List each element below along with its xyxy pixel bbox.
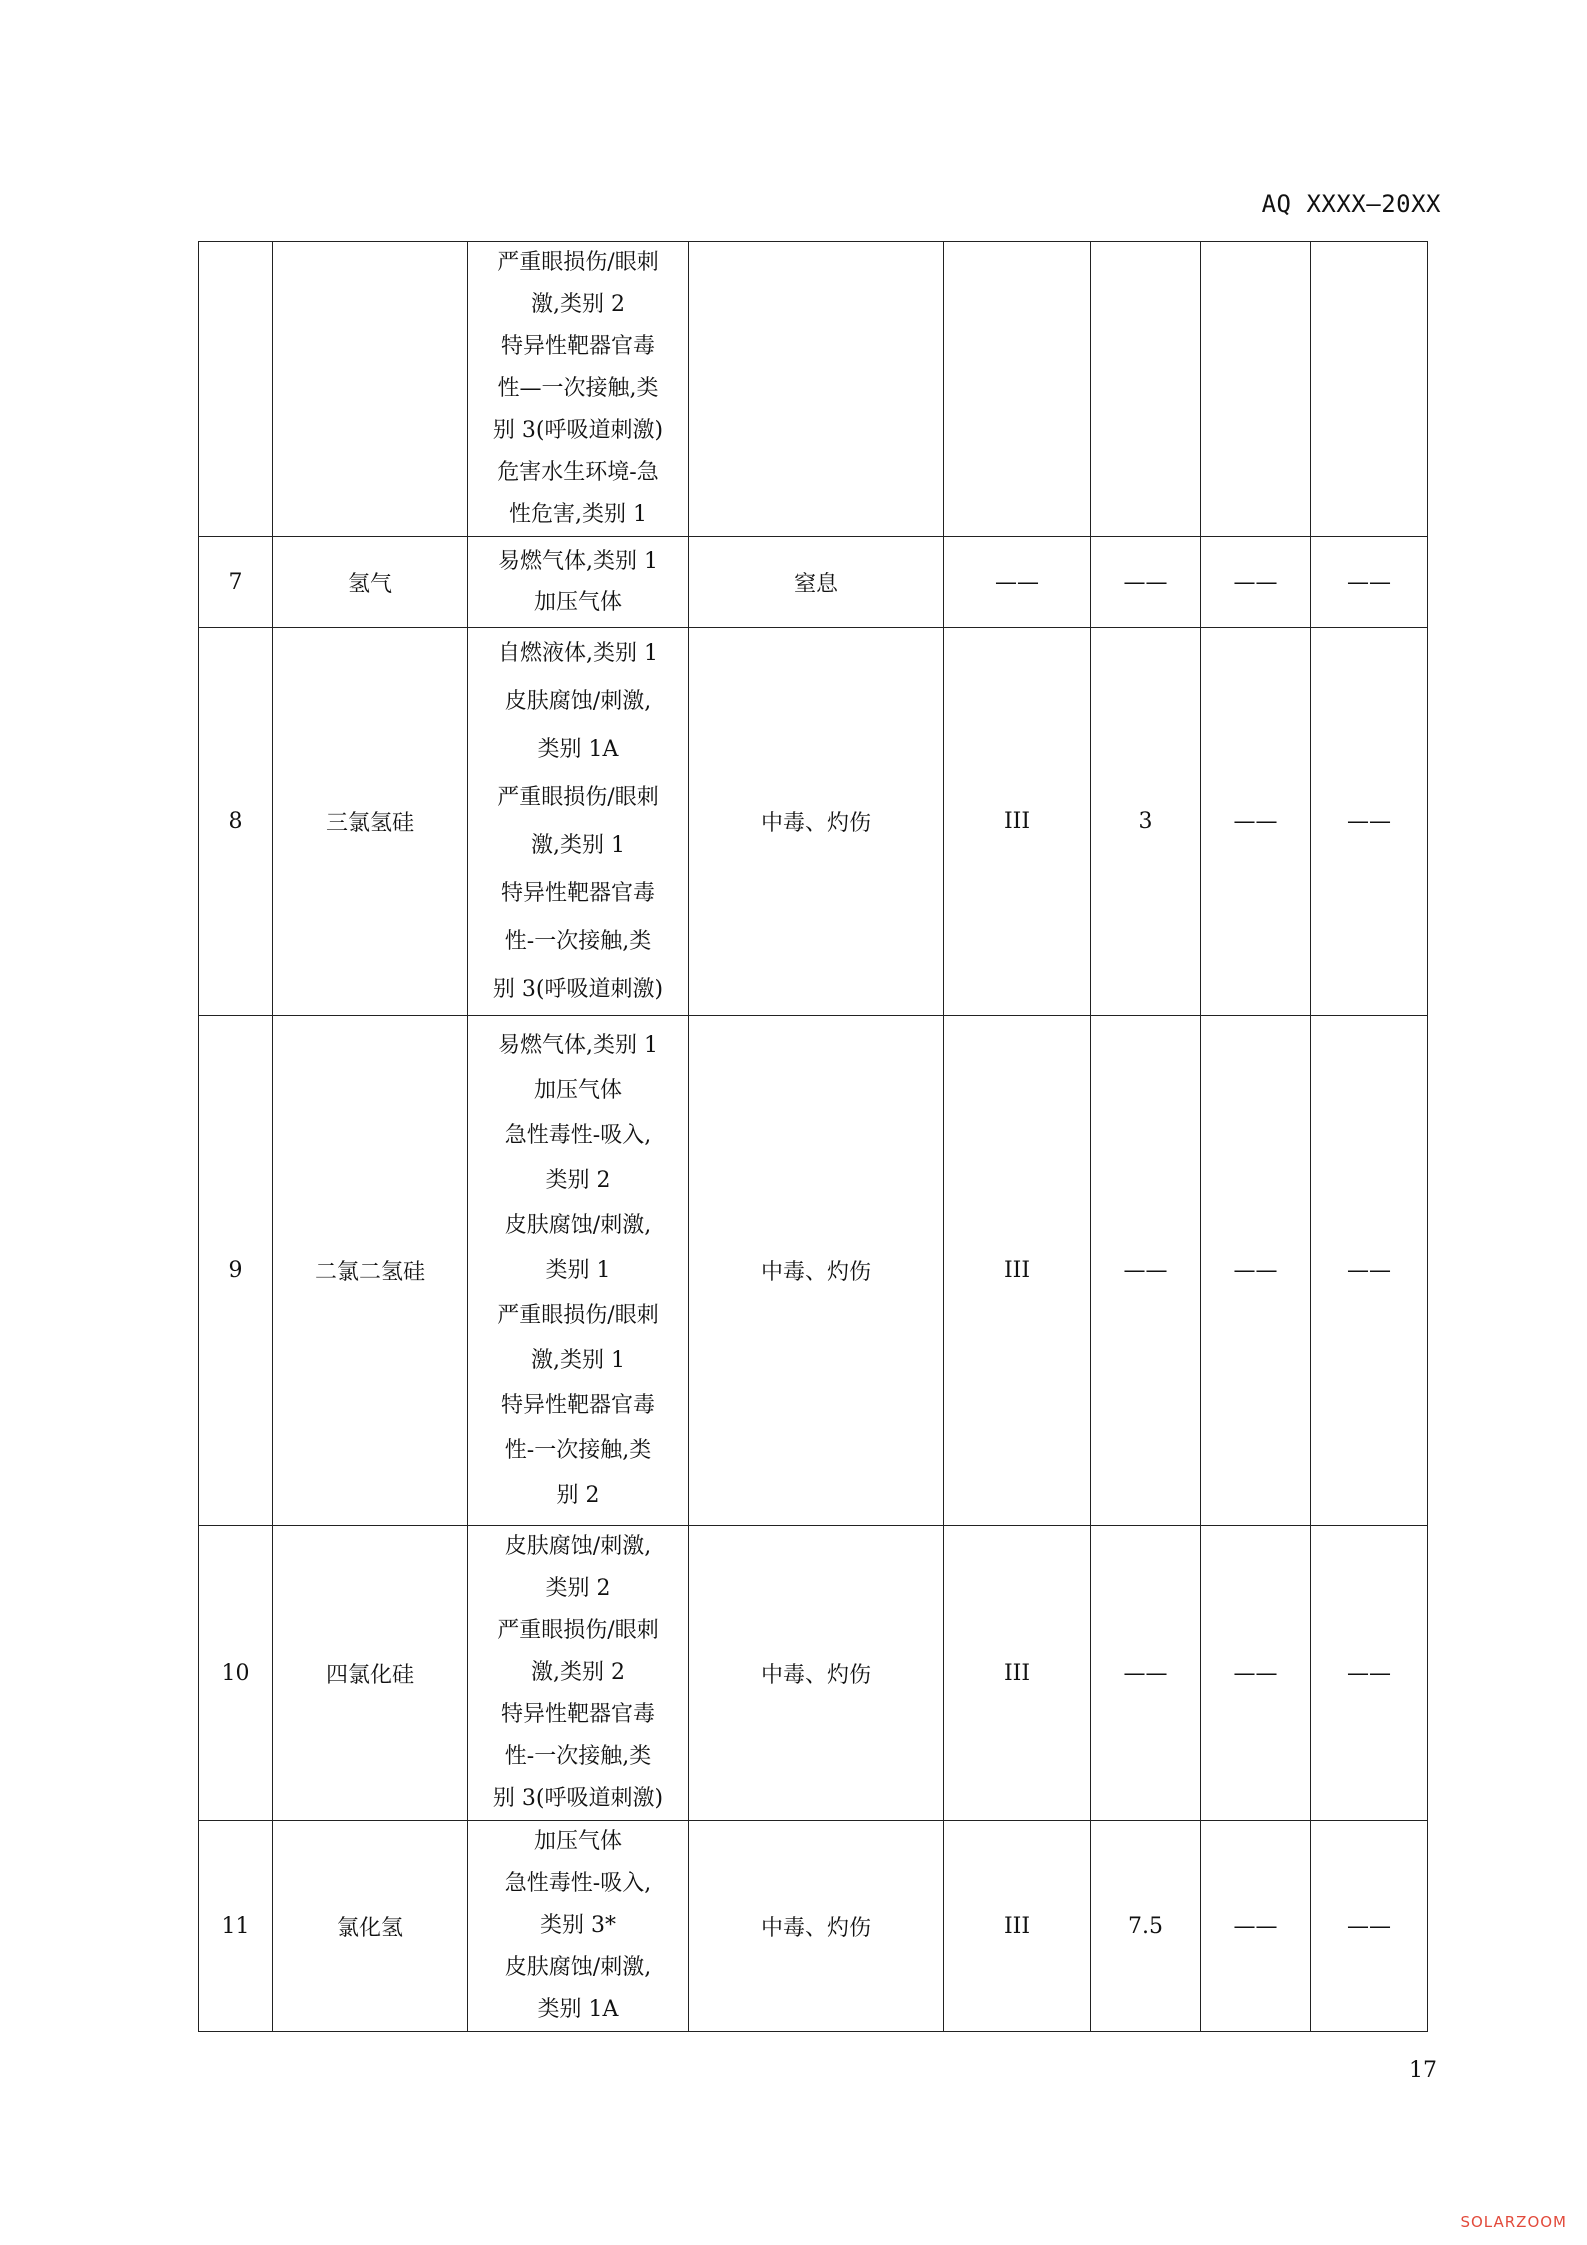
accident-type: 窒息 <box>689 537 944 628</box>
hazard-line: 类别 2 <box>545 1576 611 1601</box>
substance-name: 三氯氢硅 <box>273 628 468 1016</box>
substance-name: 二氯二氢硅 <box>273 1016 468 1526</box>
hazard-line: 皮肤腐蚀/刺激, <box>504 688 652 714</box>
hazard-line: 特异性靶器官毒 <box>500 1393 655 1418</box>
hazard-table <box>198 241 1428 2032</box>
hazard-line: 激,类别 2 <box>531 292 625 317</box>
hazard-line: 加压气体 <box>533 1078 622 1103</box>
cell-col5: III <box>944 628 1091 1016</box>
row-number: 11 <box>199 1821 273 2032</box>
cell-col6: 7.5 <box>1091 1821 1201 2032</box>
cell-col6: —— <box>1091 537 1201 628</box>
cell-col7: —— <box>1201 628 1311 1016</box>
cell-col8: —— <box>1311 1821 1428 2032</box>
cell-col6: 3 <box>1091 628 1201 1016</box>
hazard-line: 类别 1A <box>537 736 619 762</box>
hazard-line: 性-一次接触,类 <box>504 928 652 954</box>
cell-col8: —— <box>1311 628 1428 1016</box>
hazard-line: 严重眼损伤/眼刺 <box>497 250 659 275</box>
accident-type: 中毒、灼伤 <box>689 1821 944 2032</box>
hazard-line: 特异性靶器官毒 <box>500 880 655 906</box>
hazard-line: 激,类别 1 <box>531 1348 625 1373</box>
table-row <box>199 1821 1428 2032</box>
hazard-line: 急性毒性-吸入, <box>504 1123 652 1148</box>
hazard-classification <box>468 1821 689 2032</box>
hazard-line: 性危害,类别 1 <box>509 502 647 527</box>
cell-col8: —— <box>1311 1016 1428 1526</box>
hazard-line: 急性毒性-吸入, <box>504 1871 652 1896</box>
hazard-line: 激,类别 2 <box>531 1660 625 1685</box>
row-number: 10 <box>199 1526 273 1821</box>
cell-col8: —— <box>1311 537 1428 628</box>
hazard-line: 类别 2 <box>545 1168 611 1193</box>
cell-col6 <box>1091 242 1201 537</box>
hazard-line: 危害水生环境-急 <box>497 460 659 485</box>
hazard-line: 严重眼损伤/眼刺 <box>497 1618 659 1643</box>
row-number: 7 <box>199 537 273 628</box>
accident-type: 中毒、灼伤 <box>689 628 944 1016</box>
cell-col5: III <box>944 1016 1091 1526</box>
cell-col5 <box>944 242 1091 537</box>
hazard-line: 加压气体 <box>533 590 622 615</box>
row-number: 9 <box>199 1016 273 1526</box>
hazard-line: 加压气体 <box>533 1829 622 1854</box>
accident-type: 中毒、灼伤 <box>689 1016 944 1526</box>
hazard-classification <box>468 242 689 537</box>
accident-type: 中毒、灼伤 <box>689 1526 944 1821</box>
hazard-line: 性-一次接触,类 <box>504 1744 652 1769</box>
hazard-classification <box>468 537 689 628</box>
substance-name: 四氯化硅 <box>273 1526 468 1821</box>
hazard-line: 特异性靶器官毒 <box>500 334 655 359</box>
row-number: 8 <box>199 628 273 1016</box>
table-row <box>199 1526 1428 1821</box>
hazard-line: 皮肤腐蚀/刺激, <box>504 1955 652 1980</box>
table-row <box>199 1016 1428 1526</box>
hazard-line: 类别 3* <box>540 1913 616 1938</box>
hazard-line: 特异性靶器官毒 <box>500 1702 655 1727</box>
substance-name: 氯化氢 <box>273 1821 468 2032</box>
standard-code: AQ XXXX—20XX <box>1261 190 1441 218</box>
cell-col6: —— <box>1091 1526 1201 1821</box>
row-number <box>199 242 273 537</box>
substance-name: 氢气 <box>273 537 468 628</box>
hazard-classification <box>468 1016 689 1526</box>
hazard-line: 类别 1 <box>545 1258 611 1283</box>
hazard-line: 性-一次接触,类 <box>504 1438 652 1463</box>
hazard-classification <box>468 628 689 1016</box>
watermark-logo: SOLARZOOM <box>1460 2213 1567 2231</box>
hazard-line: 别 3(呼吸道刺激) <box>492 976 664 1002</box>
cell-col8: —— <box>1311 1526 1428 1821</box>
cell-col5: III <box>944 1821 1091 2032</box>
cell-col8 <box>1311 242 1428 537</box>
table-row <box>199 537 1428 628</box>
hazard-classification <box>468 1526 689 1821</box>
hazard-line: 性—一次接触,类 <box>497 376 659 401</box>
cell-col7: —— <box>1201 1821 1311 2032</box>
hazard-line: 别 3(呼吸道刺激) <box>492 418 664 443</box>
hazard-line: 严重眼损伤/眼刺 <box>497 1303 659 1328</box>
hazard-line: 易燃气体,类别 1 <box>498 549 658 574</box>
cell-col7 <box>1201 242 1311 537</box>
table-row <box>199 628 1428 1016</box>
table-row <box>199 242 1428 537</box>
hazard-line: 易燃气体,类别 1 <box>498 1033 658 1058</box>
cell-col5: —— <box>944 537 1091 628</box>
cell-col7: —— <box>1201 1016 1311 1526</box>
hazard-line: 皮肤腐蚀/刺激, <box>504 1213 652 1238</box>
page-number: 17 <box>1409 2058 1437 2083</box>
accident-type <box>689 242 944 537</box>
cell-col7: —— <box>1201 1526 1311 1821</box>
hazard-line: 激,类别 1 <box>531 832 625 858</box>
hazard-line: 皮肤腐蚀/刺激, <box>504 1534 652 1559</box>
hazard-line: 别 2 <box>556 1483 600 1508</box>
cell-col7: —— <box>1201 537 1311 628</box>
hazard-line: 严重眼损伤/眼刺 <box>497 784 659 810</box>
hazard-line: 别 3(呼吸道刺激) <box>492 1786 664 1811</box>
cell-col5: III <box>944 1526 1091 1821</box>
hazard-line: 自燃液体,类别 1 <box>498 640 658 666</box>
hazard-line: 类别 1A <box>537 1997 619 2022</box>
substance-name <box>273 242 468 537</box>
cell-col6: —— <box>1091 1016 1201 1526</box>
